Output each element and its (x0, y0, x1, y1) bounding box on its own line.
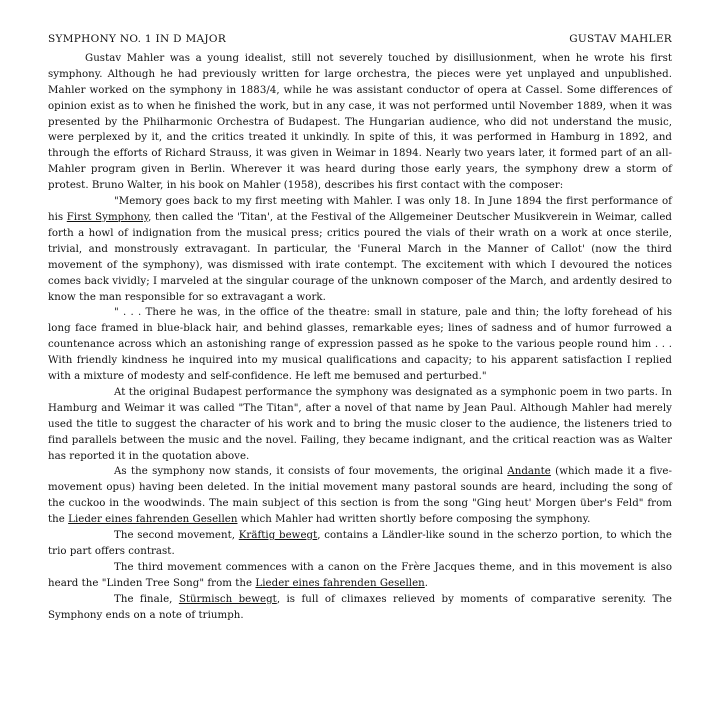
quote1-text-b: , then called the 'Titan', at the Festival of the Allgemeiner Deutscher Musikverein in Weimar, called forth a howl of indignation from the musical press; critics poured the vials of their wrath on a work at once sterile, trivial, and monstrously extravagant. In particular, the 'Funeral March in the Manner of Callot' (now the third movement of the symphony), was dismissed with irate contempt. The excitement with which I devoured the notices comes back vividly; I marveled at the singular courage of the unknown composer of the March, and ardently desired to know the man responsible for so extravagant a work. (48, 211, 672, 303)
sturmisch-bewegt-title: Stürmisch bewegt (178, 593, 277, 605)
composer-name: GUSTAV MAHLER (569, 33, 672, 45)
walter-quote-paragraph-1 (48, 194, 672, 305)
budapest-paragraph: At the original Budapest performance the symphony was designated as a symphonic poem in two parts. In Hamburg and Weimar it was called "The Titan", after a novel of that name by Jean Paul. Although Mahler had merely used the title to suggest the character of his work and to bring the music closer to the audience, the listeners tried to find parallels between the music and the novel. Failing, they became indignant, and the critical reaction was as Walter has reported it in the quotation above. (48, 386, 672, 462)
movements-paragraph (48, 464, 672, 528)
second-movement-paragraph (48, 528, 672, 560)
andante-title: Andante (507, 466, 551, 478)
lieder-title-1: Lieder eines fahrenden Gesellen (68, 514, 238, 526)
walter-quote-paragraph-2: " . . . There he was, in the office of the theatre: small in stature, pale and thin; the lofty forehead of his long face framed in blue-black hair, and behind glasses, remarkable eyes; lines of sadness and of humor furrowed a countenance across which an astonishing range of expression passed as he spoke to the various people round him . . . With friendly kindness he inquired into my musical qualifications and capacity; to his apparent satisfaction I replied with a mixture of modesty and self-confidence. He left me bemused and perturbed." (48, 307, 672, 383)
p6-text-b: , is full of climaxes relieved by moments of comparative serenity. The Symphony ends on a note of triumph. (48, 593, 672, 621)
quote1-text-a: "Memory goes back to my first meeting with Mahler. I was only 18. In June 1894 the first performance of his (48, 196, 672, 223)
first-symphony-title: First Symphony (66, 211, 149, 223)
lieder-title-2: Lieder eines fahrenden Gesellen (255, 577, 425, 589)
liner-notes-page (48, 32, 672, 624)
p6-text-a: The finale, (114, 593, 179, 605)
p3-text-b: (which made it a five-movement opus) having been deleted. In the initial movement many pastoral sounds are heard, including the song of the cuckoo in the woodwinds. The main subject of this section is from the song "Ging heut' Morgen über's Feld" from the (48, 466, 672, 526)
intro-paragraph: Gustav Mahler was a young idealist, still not severely touched by disillusionment, when he wrote his first symphony. Although he had previously written for large orchestra, the pieces were yet unplayed and unpublished. Mahler worked on the symphony in 1883/4, while he was assistant conductor of opera at Cassel. Some differences of opinion exist as to when he finished the work, but in any case, it was not performed until November 1889, when it was presented by the Philharmonic Orchestra of Budapest. The Hungarian audience, who did not understand the music, were perplexed by it, and the critics treated it unkindly. In spite of this, it was performed in Hamburg in 1892, and through the efforts of Richard Strauss, it was given in Weimar in 1894. Nearly two years later, it formed part of an all-Mahler program given in Berlin. Wherever it was heard during those early years, the symphony drew a storm of protest. Bruno Walter, in his book on Mahler (1958), describes his first contact with the composer: (48, 52, 672, 192)
kraftig-bewegt-title: Kräftig bewegt (238, 530, 318, 542)
page-header (48, 32, 672, 48)
finale-paragraph (48, 592, 672, 624)
p4-text-b: , contains a Ländler-like sound in the scherzo portion, to which the trio part offers contrast. (48, 530, 672, 557)
work-title: SYMPHONY NO. 1 IN D MAJOR (48, 33, 227, 45)
p3-text-c: which Mahler had written shortly before composing the symphony. (237, 514, 591, 526)
p4-text-a: The second movement, (114, 530, 239, 542)
p5-text-a: The third movement commences with a canon on the Frère Jacques theme, and in this movement is also heard the "Linden Tree Song" from the (48, 561, 672, 589)
third-movement-paragraph (48, 560, 672, 592)
p3-text-a: As the symphony now stands, it consists of four movements, the original (114, 466, 508, 478)
p5-text-b: . (424, 577, 429, 589)
